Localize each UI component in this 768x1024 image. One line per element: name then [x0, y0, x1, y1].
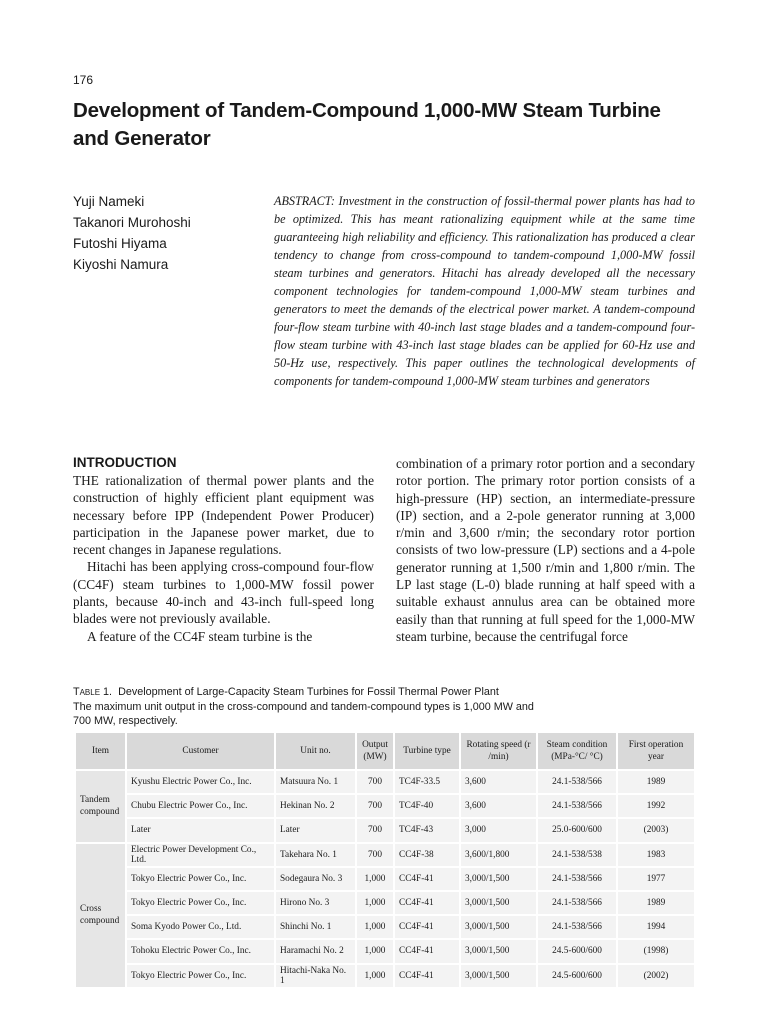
introduction-heading: INTRODUCTION	[73, 455, 177, 470]
steam-condition-cell: 25.0-600/600	[537, 818, 617, 842]
output-cell: 1,000	[356, 867, 394, 891]
column-header: Turbine type	[394, 732, 460, 770]
table-body	[75, 770, 695, 988]
unit-cell: Hekinan No. 2	[275, 794, 356, 818]
turbine-type-cell: TC4F-43	[394, 818, 460, 842]
first-operation-cell: 1977	[617, 867, 695, 891]
first-operation-cell: (2003)	[617, 818, 695, 842]
table-row	[75, 915, 695, 939]
output-cell: 1,000	[356, 891, 394, 915]
unit-cell: Hirono No. 3	[275, 891, 356, 915]
steam-condition-cell: 24.1-538/566	[537, 770, 617, 794]
steam-condition-cell: 24.5-600/600	[537, 964, 617, 988]
customer-cell: Later	[126, 818, 275, 842]
customer-cell: Electric Power Development Co., Ltd.	[126, 843, 275, 867]
rotating-speed-cell: 3,000/1,500	[460, 891, 537, 915]
column-header: Rotating speed (r /min)	[460, 732, 537, 770]
introduction-left-column	[73, 472, 374, 645]
turbine-type-cell: CC4F-41	[394, 867, 460, 891]
unit-cell: Matsuura No. 1	[275, 770, 356, 794]
item-group-cell: Cross compound	[75, 843, 126, 988]
table-row	[75, 891, 695, 915]
table-row	[75, 818, 695, 842]
turbine-type-cell: CC4F-41	[394, 964, 460, 988]
table-header-row	[75, 732, 695, 770]
abstract: ABSTRACT: Investment in the construction of fossil-thermal power plants has had to be optimized. This has meant rationalizing equipment while at the same time guaranteeing high reliability and efficiency. This rationalization has produced a clear tendency to change from cross-compound to tandem-compound 1,000-MW fossil steam turbines and generators. Hitachi has already developed all the necessary component technologies for tandem-compound 1,000-MW steam turbines and generators to meet the demands of the electrical power market. A tandem-compound four-flow steam turbine with 40-inch last stage blades and a tandem-compound four-flow steam turbine with 43-inch last stage blades can be applied for 60-Hz use and 50-Hz use, respectively. This paper outlines the technological developments of components for tandem-compound 1,000-MW steam turbines and generators	[274, 194, 695, 388]
steam-condition-cell: 24.1-538/566	[537, 891, 617, 915]
rotating-speed-cell: 3,000/1,500	[460, 915, 537, 939]
page-number: 176	[73, 73, 94, 87]
author-name: Takanori Murohoshi	[73, 215, 191, 230]
customer-cell: Tokyo Electric Power Co., Inc.	[126, 867, 275, 891]
rotating-speed-cell: 3,600/1,800	[460, 843, 537, 867]
introduction-right-column	[396, 455, 695, 645]
unit-cell: Hitachi-Naka No. 1	[275, 964, 356, 988]
column-header: Item	[75, 732, 126, 770]
output-cell: 1,000	[356, 939, 394, 963]
column-header: Unit no.	[275, 732, 356, 770]
column-header: First operation year	[617, 732, 695, 770]
turbine-type-cell: CC4F-41	[394, 939, 460, 963]
author-list	[73, 191, 191, 275]
first-operation-cell: 1989	[617, 891, 695, 915]
table-title-text: Development of Large-Capacity Steam Turbines for Fossil Thermal Power Plant	[118, 686, 499, 698]
body-paragraph: THE rationalization of thermal power plants and the construction of highly efficient plant equipment was necessary before IPP (Independent Power Producer) participation in the Japanese power market, due to recent changes in Japanese regulations.	[73, 473, 374, 558]
paper-title: Development of Tandem-Compound 1,000-MW Steam Turbine and Generator	[73, 99, 661, 150]
turbine-development-table	[74, 731, 696, 989]
table-row	[75, 794, 695, 818]
first-operation-cell: 1983	[617, 843, 695, 867]
steam-condition-cell: 24.5-600/600	[537, 939, 617, 963]
first-operation-cell: (2002)	[617, 964, 695, 988]
table-row	[75, 964, 695, 988]
steam-condition-cell: 24.1-538/566	[537, 794, 617, 818]
output-cell: 700	[356, 794, 394, 818]
column-header: Output (MW)	[356, 732, 394, 770]
unit-cell: Later	[275, 818, 356, 842]
first-operation-cell: 1994	[617, 915, 695, 939]
output-cell: 1,000	[356, 964, 394, 988]
customer-cell: Kyushu Electric Power Co., Inc.	[126, 770, 275, 794]
steam-condition-cell: 24.1-538/538	[537, 843, 617, 867]
table-row	[75, 867, 695, 891]
author-name: Kiyoshi Namura	[73, 257, 169, 272]
turbine-type-cell: TC4F-40	[394, 794, 460, 818]
turbine-type-cell: CC4F-41	[394, 915, 460, 939]
turbine-type-cell: TC4F-33.5	[394, 770, 460, 794]
turbine-type-cell: CC4F-38	[394, 843, 460, 867]
output-cell: 700	[356, 843, 394, 867]
column-header: Steam condition (MPa-°C/ °C)	[537, 732, 617, 770]
customer-cell: Tohoku Electric Power Co., Inc.	[126, 939, 275, 963]
customer-cell: Soma Kyodo Power Co., Ltd.	[126, 915, 275, 939]
output-cell: 700	[356, 818, 394, 842]
rotating-speed-cell: 3,600	[460, 770, 537, 794]
output-cell: 1,000	[356, 915, 394, 939]
table-caption	[73, 685, 553, 729]
first-operation-cell: 1989	[617, 770, 695, 794]
body-paragraph: combination of a primary rotor portion and a secondary rotor portion. The primary rotor portion consists of a high-pressure (HP) section, an intermediate-pressure (IP) section, and a 2-pole generator running at 3,000 r/min and 3,600 r/min; the secondary rotor portion consists of two low-pressure (LP) sections and a 4-pole generator running at 1,500 r/min and 1,800 r/min. The LP last stage (L-0) blade running at half speed with a suitable exhaust annulus area can be obtained more easily than that running at full speed for the 1,000-MW steam turbine, because the centrifugal force	[396, 456, 695, 644]
customer-cell: Tokyo Electric Power Co., Inc.	[126, 891, 275, 915]
steam-condition-cell: 24.1-538/566	[537, 867, 617, 891]
body-paragraph: A feature of the CC4F steam turbine is the	[87, 628, 313, 644]
table-row	[75, 843, 695, 867]
first-operation-cell: (1998)	[617, 939, 695, 963]
author-name: Futoshi Hiyama	[73, 236, 167, 251]
table-row	[75, 770, 695, 794]
unit-cell: Shinchi No. 1	[275, 915, 356, 939]
customer-cell: Tokyo Electric Power Co., Inc.	[126, 964, 275, 988]
author-name: Yuji Nameki	[73, 194, 145, 209]
table-row	[75, 939, 695, 963]
unit-cell: Takehara No. 1	[275, 843, 356, 867]
turbine-type-cell: CC4F-41	[394, 891, 460, 915]
unit-cell: Sodegaura No. 3	[275, 867, 356, 891]
body-paragraph: Hitachi has been applying cross-compound four-flow (CC4F) steam turbines to 1,000-MW fossil power plants, because 40-inch and 43-inch full-speed long blades were not previously available.	[73, 559, 374, 627]
rotating-speed-cell: 3,600	[460, 794, 537, 818]
output-cell: 700	[356, 770, 394, 794]
column-header: Customer	[126, 732, 275, 770]
table-label: Table 1.	[73, 686, 113, 698]
first-operation-cell: 1992	[617, 794, 695, 818]
customer-cell: Chubu Electric Power Co., Inc.	[126, 794, 275, 818]
table-title	[73, 685, 553, 700]
unit-cell: Haramachi No. 2	[275, 939, 356, 963]
table-note: The maximum unit output in the cross-compound and tandem-compound types is 1,000 MW and 700 MW, respectively.	[73, 700, 534, 728]
steam-condition-cell: 24.1-538/566	[537, 915, 617, 939]
rotating-speed-cell: 3,000/1,500	[460, 939, 537, 963]
rotating-speed-cell: 3,000	[460, 818, 537, 842]
rotating-speed-cell: 3,000/1,500	[460, 867, 537, 891]
rotating-speed-cell: 3,000/1,500	[460, 964, 537, 988]
item-group-cell: Tandem compound	[75, 770, 126, 843]
